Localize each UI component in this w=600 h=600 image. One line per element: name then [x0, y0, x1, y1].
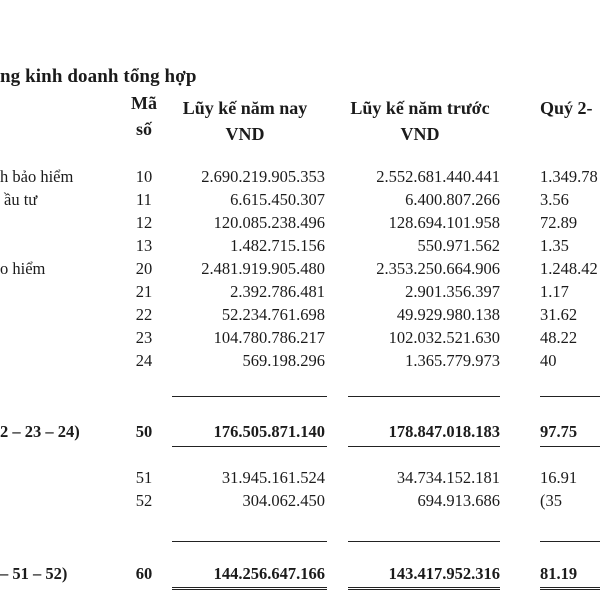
row-value-quarter: 31.62 — [540, 305, 578, 324]
row-code: 50 — [135, 422, 153, 441]
row-value-current: 52.234.761.698 — [221, 305, 325, 324]
row-value-quarter: 1.17 — [540, 282, 569, 301]
table-row — [0, 490, 600, 512]
row-value-current: 1.482.715.156 — [230, 236, 325, 255]
row-value-quarter: 81.19 — [540, 564, 578, 583]
row-value-previous: 2.353.250.664.906 — [376, 259, 500, 278]
header-col3 — [540, 95, 593, 121]
row-value-quarter: 97.75 — [540, 422, 578, 441]
rule-below-subtotal-col2 — [348, 446, 500, 447]
statement-title: ng kinh doanh tổng hợp — [0, 66, 197, 87]
header-col3-line1: Quý 2- — [540, 98, 593, 118]
row-value-previous: 694.913.686 — [417, 491, 500, 510]
row-value-quarter: 1.248.42 — [540, 259, 598, 278]
row-value-current: 6.615.450.307 — [230, 190, 325, 209]
header-col1 — [165, 95, 325, 147]
header-code-line1: Mã — [131, 93, 157, 113]
double-rule-total-col1 — [172, 587, 327, 590]
row-value-quarter: 48.22 — [540, 328, 578, 347]
rule-below-subtotal-col3 — [540, 446, 600, 447]
row-code: 23 — [135, 328, 153, 347]
header-col2-line2: VND — [400, 124, 440, 144]
row-value-previous: 128.694.101.958 — [388, 213, 500, 232]
row-value-previous: 178.847.018.183 — [388, 422, 500, 441]
row-label: o hiểm — [0, 259, 46, 278]
row-code: 52 — [135, 491, 153, 510]
row-label: 2 – 23 – 24) — [0, 422, 80, 441]
header-code — [128, 90, 160, 142]
row-value-previous: 6.400.807.266 — [405, 190, 500, 209]
row-label: ầu tư — [4, 190, 38, 209]
row-value-previous: 2.901.356.397 — [405, 282, 500, 301]
row-value-quarter: (35 — [540, 491, 562, 510]
row-value-current: 569.198.296 — [242, 351, 325, 370]
row-label: h bảo hiểm — [0, 167, 74, 186]
row-value-previous: 102.032.521.630 — [388, 328, 500, 347]
row-value-current: 2.690.219.905.353 — [201, 167, 325, 186]
rule-above-total-col1 — [172, 541, 327, 542]
row-value-previous: 2.552.681.440.441 — [376, 167, 500, 186]
row-code: 12 — [135, 213, 153, 232]
table-row — [0, 189, 600, 211]
row-value-quarter: 1.349.78 — [540, 167, 598, 186]
header-code-line2: số — [135, 119, 152, 139]
rule-above-subtotal-col2 — [348, 396, 500, 397]
row-code: 22 — [135, 305, 153, 324]
rule-below-subtotal-col1 — [172, 446, 327, 447]
table-row — [0, 304, 600, 326]
table-row — [0, 281, 600, 303]
row-code: 11 — [136, 190, 152, 209]
table-row — [0, 212, 600, 234]
rule-above-subtotal-col3 — [540, 396, 600, 397]
row-code: 51 — [135, 468, 153, 487]
row-value-previous: 550.971.562 — [417, 236, 500, 255]
row-value-quarter: 72.89 — [540, 213, 578, 232]
table-row — [0, 467, 600, 489]
row-code: 60 — [135, 564, 153, 583]
row-code: 21 — [135, 282, 153, 301]
row-value-previous: 143.417.952.316 — [388, 564, 500, 583]
row-value-current: 104.780.786.217 — [213, 328, 325, 347]
row-value-current: 304.062.450 — [242, 491, 325, 510]
row-value-current: 120.085.238.496 — [213, 213, 325, 232]
row-label: – 51 – 52) — [0, 564, 68, 583]
header-col2 — [335, 95, 505, 147]
row-value-current: 176.505.871.140 — [213, 422, 325, 441]
header-col1-line2: VND — [225, 124, 265, 144]
row-code: 20 — [135, 259, 153, 278]
subtotal-row — [0, 421, 600, 443]
table-row — [0, 166, 600, 188]
row-value-previous: 34.734.152.181 — [396, 468, 500, 487]
rule-above-total-col2 — [348, 541, 500, 542]
double-rule-total-col2 — [348, 587, 500, 590]
total-row — [0, 563, 600, 585]
row-value-current: 2.481.919.905.480 — [201, 259, 325, 278]
row-value-quarter: 40 — [540, 351, 557, 370]
row-value-quarter: 1.35 — [540, 236, 569, 255]
row-code: 10 — [135, 167, 153, 186]
header-col1-line1: Lũy kế năm nay — [182, 98, 308, 118]
table-row — [0, 258, 600, 280]
row-value-previous: 49.929.980.138 — [396, 305, 500, 324]
row-value-previous: 1.365.779.973 — [405, 351, 500, 370]
table-row — [0, 235, 600, 257]
row-code: 13 — [135, 236, 153, 255]
rule-above-subtotal-col1 — [172, 396, 327, 397]
header-col2-line1: Lũy kế năm trước — [350, 98, 490, 118]
row-value-current: 144.256.647.166 — [213, 564, 325, 583]
table-row — [0, 327, 600, 349]
row-value-current: 2.392.786.481 — [230, 282, 325, 301]
row-value-current: 31.945.161.524 — [221, 468, 325, 487]
row-value-quarter: 3.56 — [540, 190, 569, 209]
double-rule-total-col3 — [540, 587, 600, 590]
row-value-quarter: 16.91 — [540, 468, 578, 487]
row-code: 24 — [135, 351, 153, 370]
table-row — [0, 350, 600, 372]
rule-above-total-col3 — [540, 541, 600, 542]
